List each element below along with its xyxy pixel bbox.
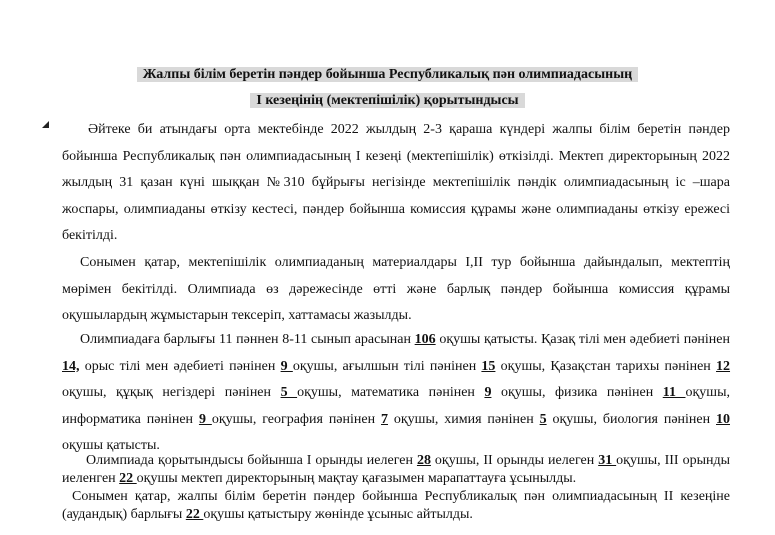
law-count: 5 [280,385,298,400]
math-count: 9 [484,385,492,400]
informatics-count: 9 [198,411,212,427]
paragraph-materials: Сонымен қатар, мектепішілік олимпиаданың материалдары І,ІІ тур бойынша дайындалып, мектептің мөрімен бекітілді. Олимпиада өз дәрежесінде өтті және барлық пәндер бойынша комиссия құрамы оқушылардың жұмыстарын тексеріп, хаттамасы жазылды. [62,255,730,323]
total-participants-count: 106 [414,332,436,347]
second-place-count: 31 [598,453,617,468]
table-anchor-icon[interactable] [42,121,49,128]
report-title-line-2: І кезеңінің (мектепішілік) қорытындысы [0,91,775,111]
report-title-line-1: Жалпы білім беретін пәндер бойынша Республикалық пән олимпиадасының [0,65,775,85]
paragraph-next-stage: Сонымен қатар, жалпы білім беретін пәндер бойынша Республикалық пән олимпиадасының ІІ кезеңіне (аудандық) барлығы 22 оқушы қатыстыру жөнінде ұсыныс айтылды. [62,489,730,522]
kazakh-count: 14, [62,358,80,374]
english-count: 15 [481,358,496,374]
paragraph-participants: Олимпиадаға барлығы 11 пәннен 8-11 сынып арасынан 106 оқушы қатысты. Қазақ тілі мен әдебиеті пәнінен 14, орыс тілі мен әдебиеті пәнінен 9 оқушы, ағылшын тілі пәнінен 15 оқушы, Қазақстан тарихы пәнінен 12 оқушы, құқық негіздері пәнінен 5 оқушы, математика пәнінен 9 оқушы, физика пәнінен 11 оқушы, информатика пәнінен 9 оқушы, география пәнінен 7 оқушы, химия пәнінен 5 оқушы, биология пәнінен 10 оқушы қатысты. [62,332,731,453]
history-count: 12 [716,358,731,374]
first-place-count: 28 [416,453,431,468]
chemistry-count: 5 [539,411,547,427]
russian-count: 9 [280,358,293,374]
paragraph-intro: Әйтеке би атындағы орта мектебінде 2022 жылдың 2-3 қараша күндері жалпы білім беретін пәндер бойынша Республикалық пән олимпиадасының І кезеңі (мектепішілік) өткізілді. Мектеп директорының 2022 жылдың 31 қазан күні шыққан №310 бұйрығы негізінде мектепішілік пәндік олимпиадасының іс –шара жоспары, олимпиаданы өткізу кестесі, пәндер бойынша комиссия құрамы және олимпиаданы өткізу ережесі бекітілді. [62,122,730,243]
third-place-count: 22 [119,471,137,486]
physics-count: 11 [662,385,686,400]
paragraph-results: Олимпиада қорытындысы бойынша І орынды иелеген 28 оқушы, ІІ орынды иелеген 31 оқушы, ІІІ орынды иеленген 22 оқушы мектеп директорының мақтау қағазымен марапаттауға ұсынылды. [62,453,730,486]
biology-count: 10 [716,411,730,427]
geography-count: 7 [381,411,388,427]
next-stage-count: 22 [185,507,204,522]
